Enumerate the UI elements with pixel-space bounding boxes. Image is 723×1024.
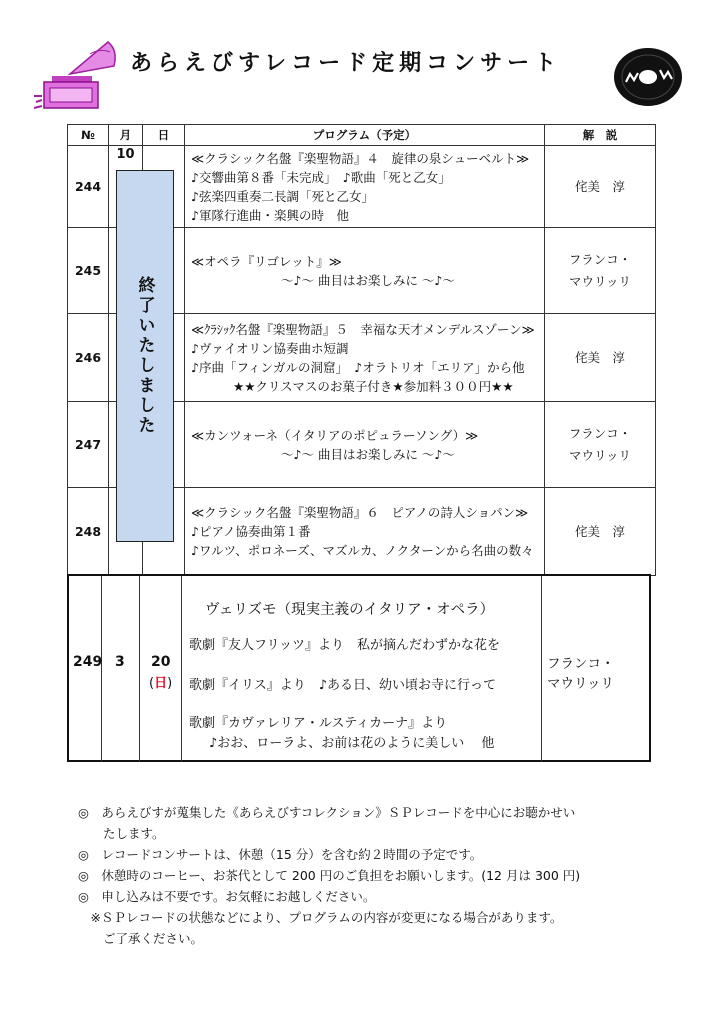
row-number: 247 xyxy=(68,402,109,488)
note-line: ◎ 休憩時のコーヒー、お茶代として 200 円のご負担をお願いします。(12 月は 300 円) xyxy=(78,868,581,883)
featured-number: 249 xyxy=(73,654,103,670)
row-commentator: 侘美 淳 xyxy=(545,314,656,402)
finished-banner: 終了いたしました xyxy=(116,170,174,542)
featured-month: 3 xyxy=(115,654,125,670)
header-day: 日 xyxy=(143,125,185,146)
note-line: ※ＳＰレコードの状態などにより、プログラムの内容が変更になる場合があります。 xyxy=(78,910,563,925)
header-month: 月 xyxy=(109,125,143,146)
row-month: 10 xyxy=(109,146,143,228)
note-line: ◎ 申し込みは不要です。お気軽にお越しください。 xyxy=(78,889,376,904)
page-title: あらえびすレコード定期コンサート xyxy=(130,51,562,76)
featured-line: 歌劇『イリス』より ♪ある日、幼い頃お寺に行って xyxy=(189,678,497,693)
row-commentator: 侘美 淳 xyxy=(545,488,656,576)
row-program: ≪ｸﾗｼｯｸ名盤『楽聖物語』５ 幸福な天才メンデルスゾーン≫ ♪ヴァイオリン協奏曲ホ短調 ♪序曲「フィンガルの洞窟」 ♪オラトリオ「エリア」から他 ★★クリスマスのお菓子付き★参加料３００円★★ xyxy=(185,314,545,402)
notes xyxy=(78,802,580,949)
row-commentator: 侘美 淳 xyxy=(545,146,656,228)
record-disc-icon xyxy=(612,46,684,108)
featured-title: ヴェリズモ（現実主義のイタリア・オペラ） xyxy=(205,602,495,618)
row-number: 248 xyxy=(68,488,109,576)
row-program: ≪クラシック名盤『楽聖物語』６ ピアノの詩人ショパン≫ ♪ピアノ協奏曲第１番 ♪ワルツ、ポロネーズ、マズルカ、ノクターンから名曲の数々 xyxy=(185,488,545,576)
featured-line: 歌劇『カヴァレリア・ルスティカーナ』より xyxy=(189,716,448,731)
row-program: ≪オペラ『リゴレット』≫ ～♪～ 曲目はお楽しみに ～♪～ xyxy=(185,228,545,314)
row-number: 246 xyxy=(68,314,109,402)
row-number: 245 xyxy=(68,228,109,314)
note-line: ご了承ください。 xyxy=(78,931,204,946)
featured-day: 20 xyxy=(151,654,171,670)
note-line: ◎ レコードコンサートは、休憩（15 分）を含む約２時間の予定です。 xyxy=(78,847,483,862)
note-line: ◎ あらえびすが蒐集した《あらえびすコレクション》ＳＰレコードを中心にお聴かせい xyxy=(78,805,576,820)
featured-concert-box xyxy=(67,574,651,762)
note-line: たします。 xyxy=(78,826,165,841)
featured-line: ♪おお、ローラよ、お前は花のように美しい 他 xyxy=(209,736,495,751)
featured-weekday: (日) xyxy=(149,676,173,691)
header-commentary: 解 説 xyxy=(545,125,656,146)
header-no: № xyxy=(68,125,109,146)
gramophone-icon xyxy=(30,36,120,118)
featured-commentator: フランコ・ マウリッリ xyxy=(547,656,615,692)
row-commentator: フランコ・ マウリッリ xyxy=(545,402,656,488)
header-program: プログラム（予定） xyxy=(185,125,545,146)
featured-line: 歌劇『友人フリッツ』より 私が摘んだわずかな花を xyxy=(189,638,500,653)
row-program: ≪クラシック名盤『楽聖物語』４ 旋律の泉シューベルト≫ ♪交響曲第８番「未完成」 ♪歌曲「死と乙女」 ♪弦楽四重奏二長調「死と乙女」 ♪軍隊行進曲・楽興の時 他 xyxy=(185,146,545,228)
row-number: 244 xyxy=(68,146,109,228)
row-program: ≪カンツォーネ（イタリアのポピュラーソング）≫ ～♪～ 曲目はお楽しみに ～♪～ xyxy=(185,402,545,488)
row-commentator: フランコ・ マウリッリ xyxy=(545,228,656,314)
